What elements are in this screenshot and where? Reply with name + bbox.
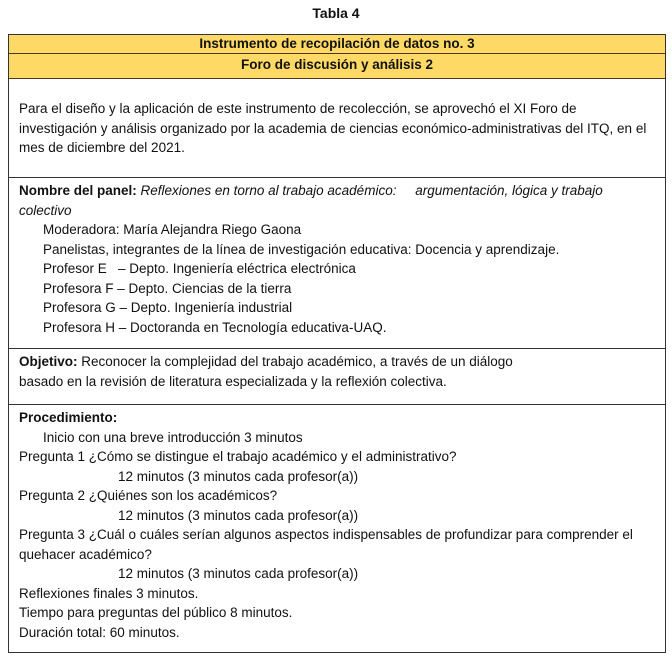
moderator: Moderadora: María Alejandra Riego Gaona xyxy=(43,222,302,237)
intro-text: Para el diseño y la aplicación de este instrumento de recolección, se aprovechó el XI Foro de investigación y análisis organizado por la academia de ciencias económico-administrativas del ITQ, en el mes de diciembre del 2021. xyxy=(19,101,647,155)
panel-name: Reflexiones en torno al trabajo académico: argumentación, lógica y trabajo colectivo xyxy=(19,183,607,218)
panelist-item: Profesor E – Depto. Ingeniería eléctrica electrónica xyxy=(43,261,356,276)
public-questions-time: Tiempo para preguntas del público 8 minutos. xyxy=(19,605,293,620)
table-header-subtitle: Foro de discusión y análisis 2 xyxy=(9,54,665,79)
question-2-time: 12 minutos (3 minutos cada profesor(a)) xyxy=(118,507,359,523)
objective-text-2: basado en la revisión de literatura especializada y la reflexión colectiva. xyxy=(19,373,447,389)
panelist-item: Profesora F – Depto. Ciencias de la tierra xyxy=(43,280,292,296)
question-3-time: 12 minutos (3 minutos cada profesor(a)) xyxy=(118,566,359,581)
procedure-label: Procedimiento: xyxy=(19,410,118,425)
table-caption: Tabla 4 xyxy=(312,5,360,21)
question-1: Pregunta 1 ¿Cómo se distingue el trabajo académico y el administrativo? xyxy=(19,449,457,464)
objective-row xyxy=(9,349,665,405)
procedure-intro: Inicio con una breve introducción 3 minutos xyxy=(43,429,303,445)
panel-row xyxy=(9,178,665,349)
procedure-row xyxy=(9,405,665,652)
table-header-title: Instrumento de recopilación de datos no. 3 xyxy=(9,35,665,54)
data-collection-table xyxy=(8,34,666,653)
panelists-intro: Panelistas, integrantes de la línea de investigación educativa: Docencia y aprendizaje. xyxy=(43,241,560,257)
question-2: Pregunta 2 ¿Quiénes son los académicos? xyxy=(19,488,278,503)
objective-label: Objetivo: xyxy=(19,354,78,369)
objective-text-1: Reconocer la complejidad del trabajo académico, a través de un diálogo xyxy=(77,354,513,369)
panelist-item: Profesora H – Doctoranda en Tecnología educativa-UAQ. xyxy=(43,319,387,335)
final-reflections: Reflexiones finales 3 minutos. xyxy=(19,585,199,601)
panel-label: Nombre del panel: xyxy=(19,183,137,198)
intro-row xyxy=(9,79,665,178)
panelist-item: Profesora G – Depto. Ingeniería industrial xyxy=(43,300,293,315)
question-1-time: 12 minutos (3 minutos cada profesor(a)) xyxy=(118,468,359,484)
question-3: Pregunta 3 ¿Cuál o cuáles serían algunos aspectos indispensables de profundizar para comprender el quehacer académico? xyxy=(19,527,633,562)
total-duration: Duración total: 60 minutos. xyxy=(19,624,180,640)
